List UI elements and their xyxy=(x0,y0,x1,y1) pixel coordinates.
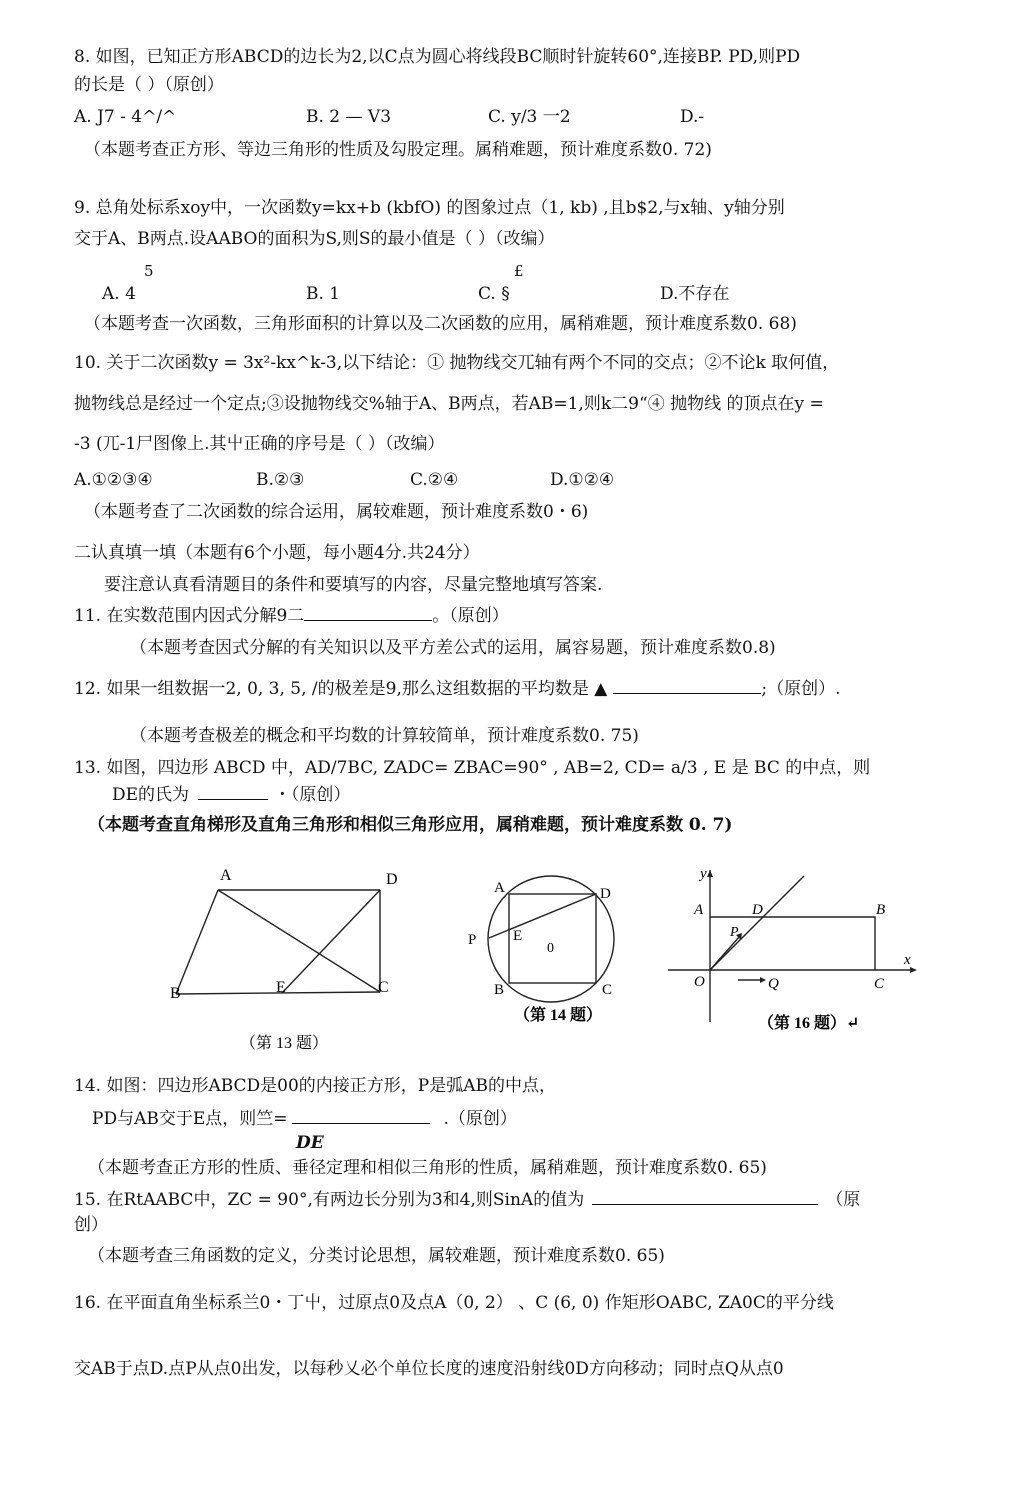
fig14-label-c: C xyxy=(602,982,613,998)
fig13-label-d: D xyxy=(386,871,398,888)
fig14-line-pd xyxy=(489,894,596,938)
figure-13 xyxy=(160,858,420,1058)
q13-note: （本题考查直角梯形及直角三角形和相似三角形应用，属稍难题，预计难度系数 0. 7) xyxy=(88,815,733,835)
q14-text-a: PD与AB交于E点，则竺= xyxy=(92,1109,288,1129)
fig13-label-c: C xyxy=(378,979,389,996)
fig13-caption: （第 13 题） xyxy=(240,1035,329,1052)
q10-stem-line2: 抛物线总是经过一个定点;③设抛物线交%轴于A、B两点，若AB=1,则k二9“④ 抛物线 的顶点在y = xyxy=(74,394,824,414)
q9-option-d: D.不存在 xyxy=(660,284,730,304)
fig16-label-o: O xyxy=(694,974,705,990)
q10-option-b: B.②③ xyxy=(256,470,305,490)
fig16-label-b: B xyxy=(876,902,886,918)
fig16-label-d: D xyxy=(752,902,763,918)
q15-text-b: （原 xyxy=(826,1190,861,1210)
q8-note: （本题考查正方形、等边三角形的性质及勾股定理。属稍难题，预计难度系数0. 72) xyxy=(84,140,712,160)
fig13-line-de xyxy=(282,890,380,993)
q14-answer-blank[interactable] xyxy=(292,1109,430,1124)
q12-text-a: 12. 如果一组数据一2, 0, 3, 5, /的极差是9,那么这组数据的平均数是 ▲ xyxy=(74,679,608,699)
q11-text-a: 11. 在实数范围内因式分解9二 xyxy=(74,606,305,626)
fig14-caption: （第 14 题） xyxy=(514,1007,603,1024)
q11-stem xyxy=(74,605,509,627)
fig13-label-b: B xyxy=(170,985,181,1002)
q10-note: （本题考查了二次函数的综合运用，属较难题，预计难度系数0・6) xyxy=(84,502,589,522)
q12-answer-blank[interactable] xyxy=(613,679,761,694)
fig16-label-p: P xyxy=(730,925,739,940)
q10-option-d: D.①②④ xyxy=(550,470,615,490)
q15-text-a: 15. 在RtAABC中，ZC = 90°,有两边长分别为3和4,则SinA的值为 xyxy=(74,1190,585,1210)
fig16-arrow-p xyxy=(710,936,740,970)
q9-option-b: B. 1 xyxy=(306,284,341,304)
q10-option-a: A.①②③④ xyxy=(74,470,153,490)
q9-stem-line2: 交于A、B两点.设AABO的面积为S,则S的最小值是（ ）（改编） xyxy=(74,229,555,249)
q14-stem-line2 xyxy=(92,1108,517,1130)
fig13-line-ab xyxy=(176,890,218,994)
fig14-label-o: 0 xyxy=(547,941,554,956)
q9-option-c-numerator: £ xyxy=(514,262,524,280)
q9-option-a-numerator: 5 xyxy=(144,262,154,280)
q14-note: （本题考查正方形的性质、垂径定理和相似三角形的性质，属稍难题，预计难度系数0. 65) xyxy=(88,1158,767,1178)
fig16-caption: （第 16 题）↵ xyxy=(758,1015,860,1032)
q15-note: （本题考查三角函数的定义，分类讨论思想，属较难题，预计难度系数0. 65) xyxy=(88,1246,665,1266)
q15-stem-line1 xyxy=(74,1189,860,1211)
q13-stem-line2 xyxy=(112,784,350,806)
fig16-q-arrowhead xyxy=(760,977,766,983)
q10-option-c: C.②④ xyxy=(410,470,459,490)
q8-option-d: D.- xyxy=(680,107,705,127)
q8-stem-line2: 的长是（ ）（原创） xyxy=(74,75,224,95)
fig13-line-ac xyxy=(218,890,380,992)
section2-instruction: 要注意认真看清题目的条件和要填写的内容，尽量完整地填写答案. xyxy=(104,575,603,595)
q13-text-b: ・（原创） xyxy=(273,785,351,805)
q15-stem-line2: 创） xyxy=(74,1215,108,1235)
q11-answer-blank[interactable] xyxy=(304,606,432,621)
q8-option-c: C. y/3 一2 xyxy=(488,107,571,127)
q8-stem-line1: 8. 如图，已知正方形ABCD的边长为2,以C点为圆心将线段BC顺时针旋转60°,连接BP. PD,则PD xyxy=(74,47,801,67)
fig16-x-arrowhead xyxy=(910,967,917,973)
section2-title: 二认真填一填（本题有6个小题，每小题4分.共24分） xyxy=(74,543,480,563)
fig16-label-x: x xyxy=(904,952,911,968)
q15-answer-blank[interactable] xyxy=(592,1190,818,1205)
q13-answer-blank[interactable] xyxy=(198,785,268,800)
q9-note: （本题考查一次函数，三角形面积的计算以及二次函数的应用，属稍难题，预计难度系数0. 68) xyxy=(84,314,797,334)
figure-16 xyxy=(664,862,924,1042)
q8-option-a: A. J7 - 4^/^ xyxy=(74,107,177,127)
q12-note: （本题考查极差的概念和平均数的计算较简单，预计难度系数0. 75) xyxy=(130,726,639,746)
fig14-label-b: B xyxy=(494,982,505,998)
q13-text-a: DE的氏为 xyxy=(112,785,190,805)
q9-option-c: C. § xyxy=(478,284,510,304)
q11-note: （本题考查因式分解的有关知识以及平方差公式的运用，属容易题，预计难度系数0.8) xyxy=(130,638,776,658)
q16-stem-line1: 16. 在平面直角坐标系兰0・丁屮，过原点0及点A（0, 2） 、C (6, 0) 作矩形OABC, ZA0C的平分线 xyxy=(74,1293,834,1313)
fig13-label-a: A xyxy=(220,867,232,884)
q10-stem-line1: 10. 关于二次函数y = 3x²-kx^k-3,以下结论：① 抛物线交兀轴有两个不同的交点；②不论k 取何值， xyxy=(74,353,840,373)
fig14-label-a: A xyxy=(494,880,505,896)
q10-stem-line3: -3 (兀-1尸图像上.其屮正确的序号是（ ）（改编） xyxy=(74,434,445,454)
fig16-label-a: A xyxy=(694,902,704,918)
fig16-label-q: Q xyxy=(768,976,779,992)
fig16-label-c: C xyxy=(874,976,885,992)
q9-stem-line1: 9. 总角处标系xoy中，一次函数y=kx+b (kbfO) 的图象过点（1, kb) ,且b$2,与x轴、y轴分别 xyxy=(74,198,785,218)
fig14-label-d: D xyxy=(600,886,611,902)
fig16-label-y: y xyxy=(700,866,707,882)
q14-stem-line1: 14. 如图：四边形ABCD是00的内接正方形，P是弧AB的中点， xyxy=(74,1076,557,1096)
q13-stem-line1: 13. 如图，四边形 ABCD 中，AD/7BC, ZADC= ZBAC=90° , AB=2, CD= a/3 , E 是 BC 的中点，则 xyxy=(74,758,871,778)
q12-text-b: ;（原创）. xyxy=(761,679,841,699)
q9-option-a: A. 4 xyxy=(102,284,136,304)
fig14-label-p: P xyxy=(468,932,477,948)
q11-text-b: 。（原创） xyxy=(432,606,509,626)
fig16-ray-od xyxy=(710,876,804,970)
fig16-y-arrowhead xyxy=(707,870,713,877)
q16-stem-line2: 交AB于点D.点P从点0出发，以每秒乂必个单位长度的速度沿射线0D方向移动；同时点Q从点0 xyxy=(74,1359,784,1379)
fig14-label-e: E xyxy=(513,928,523,944)
q8-option-b: B. 2 — V3 xyxy=(306,107,392,127)
q12-stem xyxy=(74,678,841,700)
q14-text-b: .（原创） xyxy=(443,1109,517,1129)
q14-fraction-denominator: DE xyxy=(296,1133,324,1153)
fig13-label-e: E xyxy=(276,979,286,996)
figure-14 xyxy=(458,866,638,1036)
